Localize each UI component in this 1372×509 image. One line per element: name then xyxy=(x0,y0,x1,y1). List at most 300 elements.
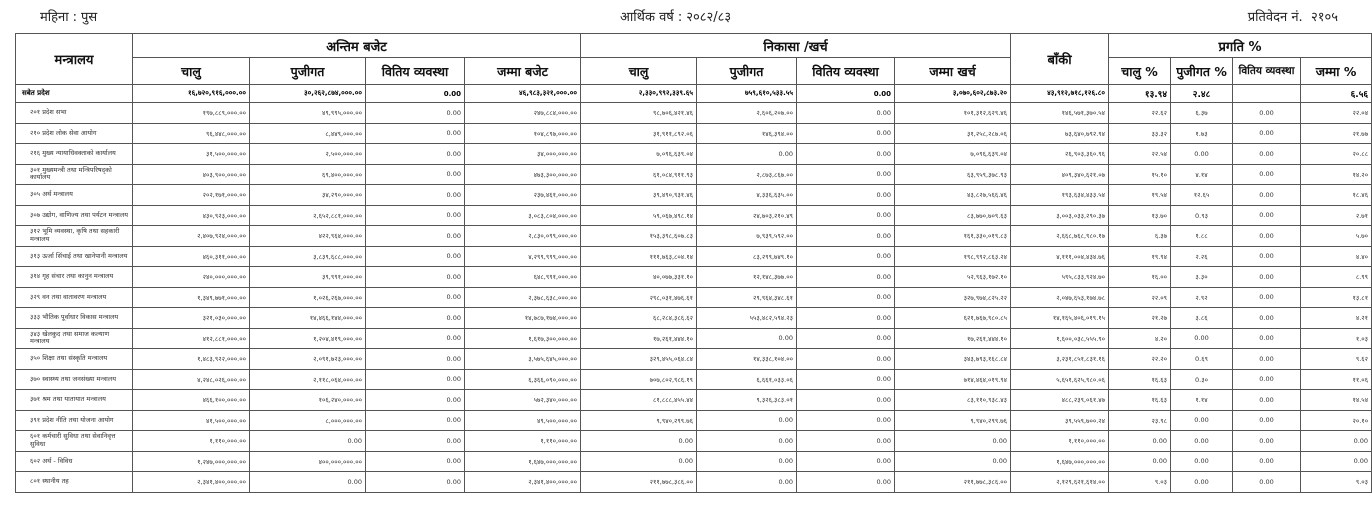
cell-progress-financial: 0.00 xyxy=(1233,472,1301,493)
cell-expense-financial: 0.00 xyxy=(797,267,895,288)
cell-expense-financial: 0.00 xyxy=(797,164,895,185)
table-row xyxy=(16,472,1372,493)
cell-progress-capital: ४.१४ xyxy=(1171,164,1233,185)
col-progress-current: चालु % xyxy=(1109,58,1171,85)
cell-budget-financial: 0.00 xyxy=(366,246,465,267)
cell-expense-capital: १४,३३८,१०४.०० xyxy=(697,349,797,370)
cell-expense-current: ४०,०७७,३३१.१० xyxy=(581,267,697,288)
col-progress-capital: पुजीगत % xyxy=(1171,58,1233,85)
cell-progress-financial: 0.00 xyxy=(1233,164,1301,185)
cell-budget-capital: 0.00 xyxy=(250,472,366,493)
table-row xyxy=(16,123,1372,144)
cell-expense-current: ६८,२८४,३८६.६२ xyxy=(581,308,697,329)
cell-balance: ४८८,२३९,०६१.४७ xyxy=(1011,390,1109,411)
cell-budget-current: ४६०,३११,०००.०० xyxy=(133,246,250,267)
col-budget-current: चालु xyxy=(133,58,250,85)
cell-progress-current: २२.२० xyxy=(1109,349,1171,370)
report-number-label: प्रतिवेदन नं. xyxy=(1247,10,1303,25)
cell-budget-capital: ३४,२९०,०००.०० xyxy=(250,185,366,206)
cell-balance: ५९५,८३३,९२४.७० xyxy=(1011,267,1109,288)
cell-expense-financial: 0.00 xyxy=(797,451,895,472)
cell-expense-total: 0.00 xyxy=(895,451,1011,472)
fiscal-year-label: आर्थिक वर्ष xyxy=(620,10,674,25)
col-balance: बाँकी xyxy=(1011,34,1109,85)
cell-budget-capital: ८,४४९,०००.०० xyxy=(250,123,366,144)
cell-ministry-name: ८०१ स्थानीय तह xyxy=(16,472,133,493)
cell-budget-current: १,२४७,०००,०००.०० xyxy=(133,451,250,472)
total-expense-total: ३,०७०,६०२,८७३.२० xyxy=(895,85,1011,103)
report-number-value: २१०५ xyxy=(1310,10,1338,25)
cell-budget-financial: 0.00 xyxy=(366,472,465,493)
cell-expense-financial: 0.00 xyxy=(797,410,895,431)
cell-progress-financial: 0.00 xyxy=(1233,287,1301,308)
cell-progress-current: १९.५४ xyxy=(1109,185,1171,206)
cell-budget-current: ४१,५००,०००.०० xyxy=(133,410,250,431)
cell-progress-capital: १.१४ xyxy=(1171,390,1233,411)
cell-progress-current: १३.७० xyxy=(1109,205,1171,226)
cell-expense-current: ९८,७०६,४२१.४६ xyxy=(581,103,697,124)
cell-expense-capital: 0.00 xyxy=(697,472,797,493)
cell-budget-capital: ३९,९९१,०००.०० xyxy=(250,267,366,288)
table-row xyxy=(16,205,1372,226)
table-row xyxy=(16,349,1372,370)
col-ministry: मन्त्रालय xyxy=(16,34,133,85)
cell-expense-current: ३९,४९०,९३१.४६ xyxy=(581,185,697,206)
total-progress-current: १३.९४ xyxy=(1109,85,1171,103)
cell-budget-total: ४९,५००,०००.०० xyxy=(465,410,581,431)
col-expense-financial: वितिय व्यवस्था xyxy=(797,58,895,85)
cell-budget-financial: 0.00 xyxy=(366,349,465,370)
cell-expense-financial: 0.00 xyxy=(797,103,895,124)
cell-budget-financial: 0.00 xyxy=(366,287,465,308)
cell-progress-total: २०.८८ xyxy=(1301,144,1372,165)
cell-balance: १४,१६५,४०६,०१९.१५ xyxy=(1011,308,1109,329)
cell-progress-current: 0.00 xyxy=(1109,431,1171,452)
cell-expense-total: ४३,८२७,५६६.४६ xyxy=(895,185,1011,206)
cell-balance: २,६६८,७६८,९८०.१७ xyxy=(1011,226,1109,247)
cell-budget-financial: 0.00 xyxy=(366,410,465,431)
cell-budget-financial: 0.00 xyxy=(366,328,465,349)
table-row xyxy=(16,369,1372,390)
cell-progress-current: २२.५४ xyxy=(1109,144,1171,165)
cell-budget-current: ४०३,९००,०००.०० xyxy=(133,164,250,185)
cell-budget-current: ३२१,०३०,०००.०० xyxy=(133,308,250,329)
cell-progress-financial: 0.00 xyxy=(1233,308,1301,329)
cell-expense-current: १७,२६१,४४४.१० xyxy=(581,328,697,349)
cell-ministry-name: ३२९ वन तथा वातावरण मन्त्रालय xyxy=(16,287,133,308)
table-row xyxy=(16,246,1372,267)
cell-budget-financial: 0.00 xyxy=(366,144,465,165)
cell-budget-financial: 0.00 xyxy=(366,267,465,288)
cell-budget-capital: ६९,४००,०००.०० xyxy=(250,164,366,185)
cell-expense-total: ९,९४०,२९९.७६ xyxy=(895,410,1011,431)
cell-budget-financial: 0.00 xyxy=(366,123,465,144)
cell-ministry-name: ३१३ ऊर्जा सिंचाई तथा खानेपानी मन्त्रालय xyxy=(16,246,133,267)
cell-progress-financial: 0.00 xyxy=(1233,431,1301,452)
table-row xyxy=(16,451,1372,472)
table-row xyxy=(16,185,1372,206)
cell-progress-total: २१.७७ xyxy=(1301,123,1372,144)
cell-budget-capital: ४९,९९५,०००.०० xyxy=(250,103,366,124)
cell-budget-total: २,३४१,४००,०००.०० xyxy=(465,472,581,493)
cell-budget-total: १,६१७,३००,०००.०० xyxy=(465,328,581,349)
total-name: सबेत प्रदेश xyxy=(16,85,133,103)
table-row xyxy=(16,103,1372,124)
cell-expense-total: ७१४,४६४,०१९.९४ xyxy=(895,369,1011,390)
cell-progress-total: ४.२१ xyxy=(1301,308,1372,329)
cell-progress-financial: 0.00 xyxy=(1233,267,1301,288)
cell-progress-total: ८.९९ xyxy=(1301,267,1372,288)
total-budget-current: १६,७२०,९१६,०००.०० xyxy=(133,85,250,103)
cell-expense-current: ८१,८८८,४५५.४४ xyxy=(581,390,697,411)
total-budget-capital: ३०,२६२,८७४,०००.०० xyxy=(250,85,366,103)
cell-expense-financial: 0.00 xyxy=(797,328,895,349)
total-budget-financial: 0.00 xyxy=(366,85,465,103)
cell-balance: १,६४७,०००,०००.०० xyxy=(1011,451,1109,472)
cell-budget-total: १०४,८९७,०००.०० xyxy=(465,123,581,144)
cell-budget-financial: 0.00 xyxy=(366,226,465,247)
cell-budget-capital: ३,८३९,६८८,०००.०० xyxy=(250,246,366,267)
cell-expense-current: 0.00 xyxy=(581,431,697,452)
cell-ministry-name: ३९१ प्रदेश नीति तथा योजना आयोग xyxy=(16,410,133,431)
table-row xyxy=(16,431,1372,452)
cell-progress-financial: 0.00 xyxy=(1233,349,1301,370)
cell-progress-capital: १.८८ xyxy=(1171,226,1233,247)
cell-expense-financial: 0.00 xyxy=(797,369,895,390)
cell-ministry-name: ३५० शिक्षा तथा संस्कृति मन्त्रालय xyxy=(16,349,133,370)
cell-progress-current: १६.६३ xyxy=(1109,369,1171,390)
cell-budget-current: १,३४९,७७१,०००.०० xyxy=(133,287,250,308)
cell-expense-capital: ८३,२९९,७४९.१० xyxy=(697,246,797,267)
cell-budget-financial: 0.00 xyxy=(366,369,465,390)
month-value: पुस xyxy=(81,10,98,25)
cell-progress-total: ११.०६ xyxy=(1301,369,1372,390)
cell-expense-capital: २४,७०३,२१०.४९ xyxy=(697,205,797,226)
cell-ministry-name: २०१ प्रदेश सभा xyxy=(16,103,133,124)
cell-ministry-name: ३१२ भूमि व्यवस्था, कृषि तथा सहकारी मन्त्रालय xyxy=(16,226,133,247)
cell-progress-current: ९.०३ xyxy=(1109,472,1171,493)
cell-budget-total: ६,३६६,०९०,०००.०० xyxy=(465,369,581,390)
cell-progress-current: २१.२७ xyxy=(1109,308,1171,329)
cell-balance: ३,२३१,८५१,८३१.१६ xyxy=(1011,349,1109,370)
cell-ministry-name: ३१४ गृह संचार तथा कानुन मन्त्रालय xyxy=(16,267,133,288)
cell-progress-total: १३.८१ xyxy=(1301,287,1372,308)
cell-progress-financial: 0.00 xyxy=(1233,369,1301,390)
cell-expense-financial: 0.00 xyxy=(797,390,895,411)
cell-ministry-name: २१६ मुख्य न्यायाधिवक्ताको कार्यालय xyxy=(16,144,133,165)
table-row xyxy=(16,267,1372,288)
cell-expense-total: १०१,३१२,६२९.४६ xyxy=(895,103,1011,124)
cell-progress-current: ३३.३२ xyxy=(1109,123,1171,144)
total-progress-financial xyxy=(1233,85,1301,103)
cell-progress-capital: 0.00 xyxy=(1171,472,1233,493)
cell-expense-total: १९८,९९२,८६३.२४ xyxy=(895,246,1011,267)
total-budget-total: ४६,९८३,३२१,०००.०० xyxy=(465,85,581,103)
cell-expense-capital: २,८७३,८६७.०० xyxy=(697,164,797,185)
col-expense-total: जम्मा खर्च xyxy=(895,58,1011,85)
cell-progress-capital: २.९२ xyxy=(1171,287,1233,308)
cell-progress-total: २२.०४ xyxy=(1301,103,1372,124)
cell-budget-capital: १०६,२४०,०००.०० xyxy=(250,390,366,411)
cell-budget-total: २,३७८,६३८,०००.०० xyxy=(465,287,581,308)
cell-expense-current: ५९,०६७,४९८.१४ xyxy=(581,205,697,226)
cell-expense-current: ९,९४०,२९९.७६ xyxy=(581,410,697,431)
total-progress-capital: २.४८ xyxy=(1171,85,1233,103)
cell-progress-financial: 0.00 xyxy=(1233,410,1301,431)
cell-progress-financial: 0.00 xyxy=(1233,123,1301,144)
cell-progress-financial: 0.00 xyxy=(1233,246,1301,267)
cell-expense-current: 0.00 xyxy=(581,451,697,472)
cell-progress-total: १.०३ xyxy=(1301,328,1372,349)
col-progress: प्रगति % xyxy=(1109,34,1372,58)
cell-budget-capital: ८,०००,०००.०० xyxy=(250,410,366,431)
table-row xyxy=(16,226,1372,247)
cell-expense-total: ८३,७७०,७०९.६३ xyxy=(895,205,1011,226)
cell-expense-capital: १२,१४८,३७७.०० xyxy=(697,267,797,288)
cell-balance: ५,६५१,६२५,९८०.०६ xyxy=(1011,369,1109,390)
cell-budget-current: २,३४१,४००,०००.०० xyxy=(133,472,250,493)
cell-progress-total: २.७१ xyxy=(1301,205,1372,226)
cell-expense-capital: २,६०६,२०७.०० xyxy=(697,103,797,124)
cell-budget-current: २४०,०००,०००.०० xyxy=(133,267,250,288)
cell-expense-financial: 0.00 xyxy=(797,123,895,144)
cell-expense-total: १७,२६१,४४४.१० xyxy=(895,328,1011,349)
table-row xyxy=(16,410,1372,431)
cell-expense-financial: 0.00 xyxy=(797,472,895,493)
cell-expense-total: १६१,३३०,०१९.८३ xyxy=(895,226,1011,247)
cell-budget-capital: 0.00 xyxy=(250,431,366,452)
cell-progress-capital: 0.00 xyxy=(1171,410,1233,431)
cell-expense-capital: 0.00 xyxy=(697,144,797,165)
total-expense-financial: 0.00 xyxy=(797,85,895,103)
cell-balance: २,१२९,६२१,६१४.०० xyxy=(1011,472,1109,493)
cell-budget-capital: २,११८,०६४,०००.०० xyxy=(250,369,366,390)
cell-progress-financial: 0.00 xyxy=(1233,328,1301,349)
cell-budget-capital: १,२०४,४१९,०००.०० xyxy=(250,328,366,349)
cell-expense-financial: 0.00 xyxy=(797,144,895,165)
cell-expense-current: १११,७६३,८०४.१४ xyxy=(581,246,697,267)
cell-progress-financial: 0.00 xyxy=(1233,226,1301,247)
cell-progress-capital: १२.६५ xyxy=(1171,185,1233,206)
cell-expense-financial: 0.00 xyxy=(797,287,895,308)
cell-expense-total: ३४३,७९३,१६८.८४ xyxy=(895,349,1011,370)
cell-progress-current: १६.६३ xyxy=(1109,390,1171,411)
cell-balance: ४,१११,००४,४३४.७६ xyxy=(1011,246,1109,267)
cell-ministry-name: ३०७ उद्योग, वाणिज्य तथा पर्यटन मन्त्रालय xyxy=(16,205,133,226)
cell-budget-total: १,६४७,०००,०००.०० xyxy=(465,451,581,472)
cell-budget-financial: 0.00 xyxy=(366,185,465,206)
cell-ministry-name: ३०१ मुख्यमन्त्री तथा मन्त्रिपरिषद्को कार्यालय xyxy=(16,164,133,185)
cell-expense-financial: 0.00 xyxy=(797,185,895,206)
cell-budget-capital: ४२२,९६४,०००.०० xyxy=(250,226,366,247)
cell-budget-capital: २,५००,०००.०० xyxy=(250,144,366,165)
cell-progress-current: १६.०० xyxy=(1109,267,1171,288)
budget-table xyxy=(15,33,1372,493)
col-budget-total: जम्मा बजेट xyxy=(465,58,581,85)
cell-budget-current: ४६६,१००,०००.०० xyxy=(133,390,250,411)
cell-progress-current: 0.00 xyxy=(1109,451,1171,472)
cell-expense-total: ६३,९५९,३७८.९३ xyxy=(895,164,1011,185)
cell-progress-capital: ६.३७ xyxy=(1171,103,1233,124)
cell-progress-total: १४.२० xyxy=(1301,164,1372,185)
cell-balance: ७३,६४०,७९२.९४ xyxy=(1011,123,1109,144)
cell-progress-capital: 0.९३ xyxy=(1171,205,1233,226)
cell-budget-total: १४,७८७,१७४,०००.०० xyxy=(465,308,581,329)
cell-budget-total: ४,२९९,९९९,०००.०० xyxy=(465,246,581,267)
cell-budget-total: ३४,०००,०००.०० xyxy=(465,144,581,165)
cell-progress-financial: 0.00 xyxy=(1233,103,1301,124)
cell-budget-financial: 0.00 xyxy=(366,308,465,329)
cell-ministry-name: २१० प्रदेश लोक सेवा आयोग xyxy=(16,123,133,144)
cell-expense-financial: 0.00 xyxy=(797,431,895,452)
cell-budget-current: ४,२४८,०२६,०००.०० xyxy=(133,369,250,390)
col-final-budget: अन्तिम बजेट xyxy=(133,34,581,58)
cell-progress-total: ९.०३ xyxy=(1301,472,1372,493)
cell-progress-capital: 0.00 xyxy=(1171,451,1233,472)
cell-expense-current: २११,७७८,३८६.०० xyxy=(581,472,697,493)
cell-budget-total: १,११०,०००.०० xyxy=(465,431,581,452)
cell-expense-total: ५२,९६३,१७२.१० xyxy=(895,267,1011,288)
cell-expense-total: ३२७,९७४,८२५.२२ xyxy=(895,287,1011,308)
cell-progress-current: २२.६२ xyxy=(1109,103,1171,124)
cell-progress-capital: 0.00 xyxy=(1171,328,1233,349)
cell-progress-capital: ३.३० xyxy=(1171,267,1233,288)
cell-budget-current: २०२,१७१,०००.०० xyxy=(133,185,250,206)
cell-expense-total: 0.00 xyxy=(895,431,1011,452)
cell-budget-capital: २,६५२,८८१,०००.०० xyxy=(250,205,366,226)
cell-ministry-name: ३७० स्वास्थ्य तथा जनसंख्या मन्त्रालय xyxy=(16,369,133,390)
cell-progress-current: २२.०९ xyxy=(1109,287,1171,308)
cell-progress-capital: 0.३० xyxy=(1171,369,1233,390)
total-balance: ४३,९१२,७१८,१२६.८० xyxy=(1011,85,1109,103)
cell-ministry-name: ३७१ श्रम तथा यातायात मन्त्रालय xyxy=(16,390,133,411)
cell-expense-capital: 0.00 xyxy=(697,451,797,472)
cell-budget-current: १,११०,०००.०० xyxy=(133,431,250,452)
cell-expense-capital: 0.00 xyxy=(697,410,797,431)
cell-budget-total: ३,०८३,८०४,०००.०० xyxy=(465,205,581,226)
cell-progress-financial: 0.00 xyxy=(1233,390,1301,411)
cell-expense-current: ७,०९६,६३९.०४ xyxy=(581,144,697,165)
cell-progress-total: 0.00 xyxy=(1301,431,1372,452)
cell-balance: ४०९,३४०,६२१.०७ xyxy=(1011,164,1109,185)
cell-progress-capital: 0.00 xyxy=(1171,431,1233,452)
cell-progress-capital: १.७३ xyxy=(1171,123,1233,144)
total-expense-current: २,३३०,९९२,३३९.६५ xyxy=(581,85,697,103)
cell-budget-financial: 0.00 xyxy=(366,431,465,452)
cell-progress-total: 0.00 xyxy=(1301,451,1372,472)
cell-budget-capital: ४००,०००,०००.०० xyxy=(250,451,366,472)
table-row xyxy=(16,164,1372,185)
cell-budget-total: २३७,४६१,०००.०० xyxy=(465,185,581,206)
cell-expense-capital: ७,९३९,५९२.०० xyxy=(697,226,797,247)
cell-budget-total: ५७२,३४०,०००.०० xyxy=(465,390,581,411)
cell-budget-capital: १,०२६,२६७,०००.०० xyxy=(250,287,366,308)
cell-expense-total: २११,७७८,३८६.०० xyxy=(895,472,1011,493)
cell-budget-capital: २,०९१,७२३,०००.०० xyxy=(250,349,366,370)
cell-budget-financial: 0.00 xyxy=(366,205,465,226)
cell-budget-total: ६४८,९९१,०००.०० xyxy=(465,267,581,288)
col-expense-current: चालु xyxy=(581,58,697,85)
total-progress-total: ६.५६ xyxy=(1301,85,1372,103)
cell-progress-current: ६.३७ xyxy=(1109,226,1171,247)
cell-budget-total: २,८३०,०९९,०००.०० xyxy=(465,226,581,247)
cell-balance: ३९,५५९,७००.२४ xyxy=(1011,410,1109,431)
cell-expense-current: ६१,०८४,९११.९३ xyxy=(581,164,697,185)
cell-budget-financial: 0.00 xyxy=(366,451,465,472)
cell-progress-current: १५.१० xyxy=(1109,164,1171,185)
cell-expense-financial: 0.00 xyxy=(797,246,895,267)
cell-expense-total: ७,०९६,६३९.०४ xyxy=(895,144,1011,165)
cell-budget-current: ३१,५००,०००.०० xyxy=(133,144,250,165)
total-row xyxy=(16,85,1372,103)
cell-progress-capital: 0.६९ xyxy=(1171,349,1233,370)
cell-balance: २,०४७,६५३,१७४.७८ xyxy=(1011,287,1109,308)
cell-budget-total: ४७३,३००,०००.०० xyxy=(465,164,581,185)
cell-expense-capital: ६,६६१,०३३.०६ xyxy=(697,369,797,390)
cell-budget-financial: 0.00 xyxy=(366,390,465,411)
cell-progress-financial: 0.00 xyxy=(1233,451,1301,472)
cell-budget-current: ४१२,८८१,०००.०० xyxy=(133,328,250,349)
cell-progress-financial: 0.00 xyxy=(1233,144,1301,165)
cell-budget-current: ४३०,९२३,०००.०० xyxy=(133,205,250,226)
cell-balance: १४६,५७१,३७०.५४ xyxy=(1011,103,1109,124)
cell-ministry-name: ६०२ अर्थ - विविध xyxy=(16,451,133,472)
col-expense-capital: पुजीगत xyxy=(697,58,797,85)
cell-expense-total: ८३,११०,९३८.४३ xyxy=(895,390,1011,411)
cell-expense-capital: 0.00 xyxy=(697,328,797,349)
cell-expense-capital: ४,३३६,६३५.०० xyxy=(697,185,797,206)
cell-progress-total: १४.५४ xyxy=(1301,390,1372,411)
cell-balance: ३,००३,०३३,२९०.३७ xyxy=(1011,205,1109,226)
cell-budget-current: १,४८३,९२२,०००.०० xyxy=(133,349,250,370)
cell-expense-current: ७०७,८०२,९८६.१९ xyxy=(581,369,697,390)
cell-progress-total: ९.६२ xyxy=(1301,349,1372,370)
cell-budget-current: १९७,८८९,०००.०० xyxy=(133,103,250,124)
cell-progress-capital: 0.00 xyxy=(1171,144,1233,165)
cell-ministry-name: ६०१ कर्मचारी सुविधा तथा सेवानिवृत्त सुविधा xyxy=(16,431,133,452)
col-progress-total: जम्मा % xyxy=(1301,58,1372,85)
table-row xyxy=(16,328,1372,349)
cell-progress-current: १९.९४ xyxy=(1109,246,1171,267)
cell-expense-capital: ५५३,४८२,५९४.२३ xyxy=(697,308,797,329)
cell-progress-financial: 0.00 xyxy=(1233,205,1301,226)
cell-progress-financial: 0.00 xyxy=(1233,185,1301,206)
cell-expense-capital: १४६,३९४.०० xyxy=(697,123,797,144)
month-label: महिना xyxy=(40,10,69,25)
col-budget-financial: वितिय व्यवस्था xyxy=(366,58,465,85)
fiscal-year-header: आर्थिक वर्ष : २०८२/८३ xyxy=(620,10,732,25)
fiscal-year-value: २०८२/८३ xyxy=(686,10,732,25)
cell-budget-total: ३,५७५,६४५,०००.०० xyxy=(465,349,581,370)
cell-progress-total: ४.४० xyxy=(1301,246,1372,267)
cell-progress-total: १८.४६ xyxy=(1301,185,1372,206)
cell-expense-current: १५३,३९८,६०७.८३ xyxy=(581,226,697,247)
report-number-header xyxy=(1248,7,1338,27)
cell-progress-current: २३.९८ xyxy=(1109,410,1171,431)
cell-progress-capital: २.२६ xyxy=(1171,246,1233,267)
cell-budget-current: ९६,४४८,०००.०० xyxy=(133,123,250,144)
cell-progress-total: ५.७० xyxy=(1301,226,1372,247)
cell-expense-capital: ९,३२६,३८३.०१ xyxy=(697,390,797,411)
col-budget-capital: पुजीगत xyxy=(250,58,366,85)
cell-progress-current: ४.२० xyxy=(1109,328,1171,349)
cell-progress-total: २०.१० xyxy=(1301,410,1372,431)
cell-budget-financial: 0.00 xyxy=(366,103,465,124)
cell-expense-total: ३१,२५८,२८७.०६ xyxy=(895,123,1011,144)
cell-ministry-name: ३४३ खेलकुद तथा समाज कल्याण मन्त्रालय xyxy=(16,328,133,349)
cell-expense-financial: 0.00 xyxy=(797,308,895,329)
table-row xyxy=(16,287,1372,308)
